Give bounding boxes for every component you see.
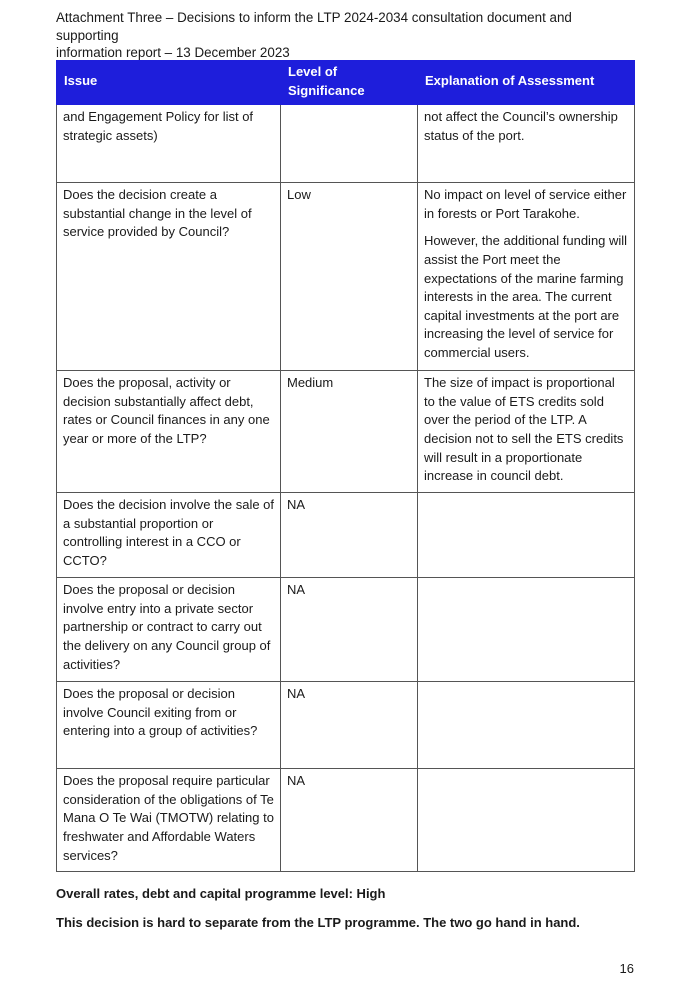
explanation-cell [418, 493, 635, 578]
table-row [57, 769, 635, 872]
explanation-cell [418, 105, 635, 183]
header-line-1: Attachment Three – Decisions to inform the LTP 2024-2034 consultation document and supporting [56, 10, 572, 43]
issue-cell: Does the proposal require particular consideration of the obligations of Te Mana O Te Wai (TMOTW) relating to freshwater and Affordable Waters services? [57, 769, 281, 872]
level-cell: Medium [281, 371, 418, 493]
explanation-text: No impact on level of service either in forests or Port Tarakohe. [424, 187, 627, 221]
issue-cell: Does the decision create a substantial change in the level of service provided by Council? [57, 183, 281, 371]
level-cell: NA [281, 769, 418, 872]
column-header-level: Level of Significance [281, 61, 418, 105]
explanation-cell [418, 769, 635, 872]
issue-cell: and Engagement Policy for list of strategic assets) [57, 105, 281, 183]
table-row [57, 371, 635, 493]
explanation-cell [418, 183, 635, 371]
level-cell: Low [281, 183, 418, 371]
explanation-cell [418, 682, 635, 769]
table-row [57, 493, 635, 578]
issue-cell: Does the decision involve the sale of a substantial proportion or controlling interest in a CCO or CCTO? [57, 493, 281, 578]
table-row [57, 682, 635, 769]
table-row [57, 578, 635, 682]
explanation-cell [418, 578, 635, 682]
issue-cell: Does the proposal or decision involve Council exiting from or entering into a group of activities? [57, 682, 281, 769]
page-number: 16 [619, 961, 634, 976]
explanation-text: The size of impact is proportional to the value of ETS credits sold over the period of the LTP. A decision not to sell the ETS credits will result in a proportionate increase in council debt. [424, 375, 624, 484]
issue-cell: Does the proposal or decision involve entry into a private sector partnership or contract to carry out the delivery on any Council group of activities? [57, 578, 281, 682]
level-cell: NA [281, 493, 418, 578]
overall-level-statement: Overall rates, debt and capital programme level: High [56, 886, 386, 901]
explanation-text: However, the additional funding will assist the Port meet the expectations of the marine farming interests in the area. The current capital investments at the port are increasing the level of service for commercial users. [424, 233, 628, 360]
summary-note: This decision is hard to separate from the LTP programme. The two go hand in hand. [56, 915, 580, 930]
issue-cell: Does the proposal, activity or decision substantially affect debt, rates or Council finances in any one year or more of the LTP? [57, 371, 281, 493]
level-cell: NA [281, 578, 418, 682]
significance-assessment-table [56, 60, 635, 872]
table-row [57, 183, 635, 371]
level-cell: NA [281, 682, 418, 769]
column-header-explanation: Explanation of Assessment [418, 61, 635, 105]
level-cell [281, 105, 418, 183]
document-header [56, 9, 636, 62]
explanation-text: not affect the Council’s ownership status of the port. [424, 109, 618, 143]
table-header-row [57, 61, 635, 105]
column-header-issue: Issue [57, 61, 281, 105]
header-line-2: information report – 13 December 2023 [56, 45, 290, 60]
table-row [57, 105, 635, 183]
explanation-cell [418, 371, 635, 493]
